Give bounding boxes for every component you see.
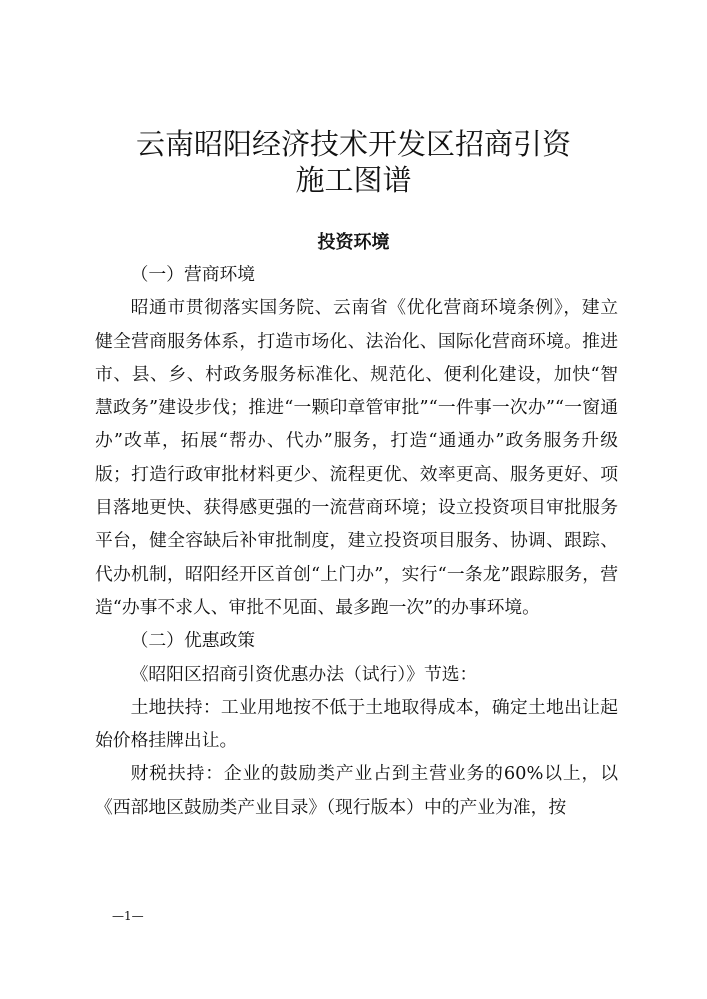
document-title-line-2: 施工图谱 bbox=[295, 163, 412, 197]
document-body bbox=[95, 258, 618, 824]
subheading-preferential-policies: （二）优惠政策 bbox=[130, 630, 256, 652]
paragraph-policy-excerpt: 《昭阳区招商引资优惠办法（试行）》节选： bbox=[130, 663, 478, 685]
page-number: —1— bbox=[112, 909, 144, 923]
paragraph-tax-support: 财税扶持：企业的鼓励类产业占到主营业务的60%以上，以《西部地区鼓励类产业目录》（现行版本）中的产业为准，按 bbox=[95, 763, 618, 818]
subheading-business-environment: （一）营商环境 bbox=[130, 264, 256, 285]
paragraph-business-environment: 昭通市贯彻落实国务院、云南省《优化营商环境条例》，建立健全营商服务体系，打造市场化、法治化、国际化营商环境。推进市、县、乡、村政务服务标准化、规范化、便利化建设，加快“智慧政务”建设步伐；推进“一颗印章管审批”“一件事一次办”“一窗通办”改革，拓展“帮办、代办”服务，打造“通通办”政务服务升级版；打造行政审批材料更少、流程更优、效率更高、服务更好、项目落地更快、获得感更强的一流营商环境；设立投资项目审批服务平台，健全容缺后补审批制度，建立投资项目服务、协调、跟踪、代办机制，昭阳经开区首创“上门办”，实行“一条龙”跟踪服务，营造“办事不求人、审批不见面、最多跑一次”的办事环境。 bbox=[95, 297, 618, 618]
document-title-line-1: 云南昭阳经济技术开发区招商引资 bbox=[135, 127, 571, 161]
paragraph-land-support: 土地扶持：工业用地按不低于土地取得成本，确定土地出让起始价格挂牌出让。 bbox=[95, 696, 618, 752]
section-heading: 投资环境 bbox=[317, 232, 390, 253]
